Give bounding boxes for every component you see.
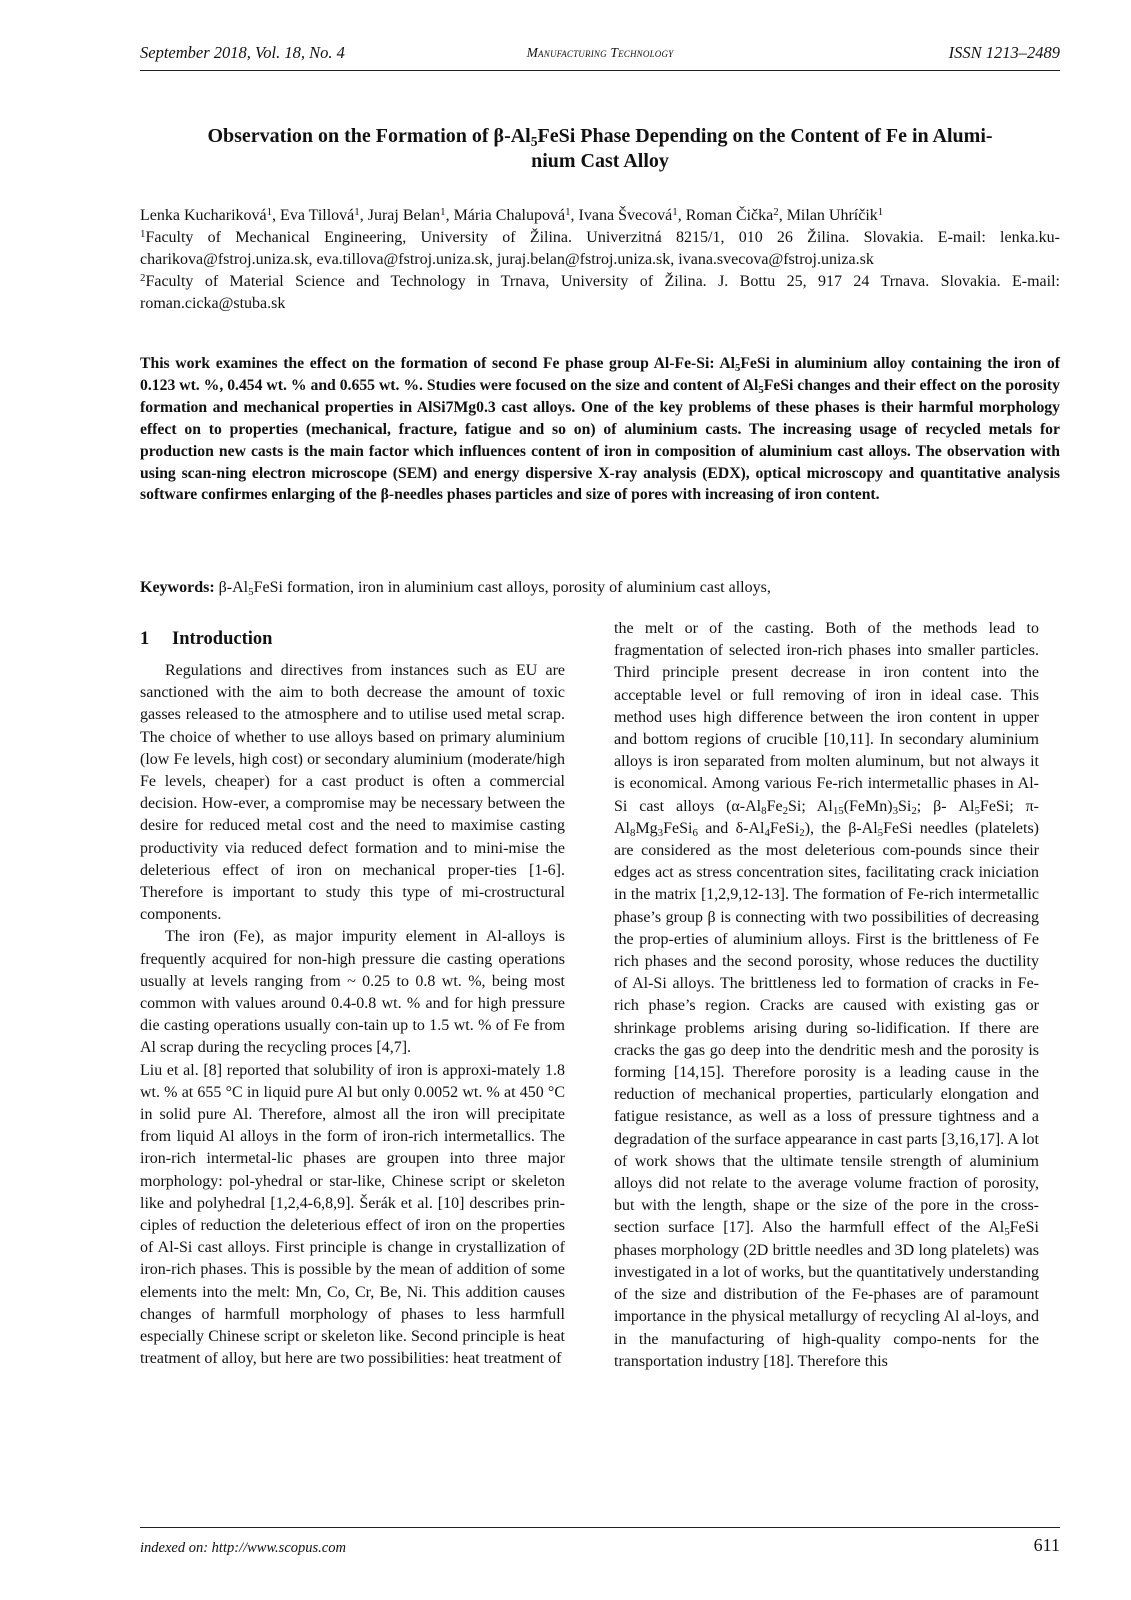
author: Juraj Belan — [367, 207, 441, 224]
affiliation-1: $^1$Faculty of Mechanical Engineering, University of Žilina. Univerzitná 8215/1, 010 26 Žilina. Slovakia. E-mail: lenka.ku-charikova@fstroj.uniza.sk, eva.tillova@fstroj.uniza.sk, juraj.belan@fstroj.uniza.sk, ivana.svecova@fstroj.uniza.sk — [140, 228, 1060, 268]
author: Lenka Kuchariková — [140, 207, 267, 224]
paragraph: Liu et al. [8] reported that solubility of iron is approxi-mately 1.8 wt. % at 655 °C in liquid pure Al but only 0.0052 wt. % at 450 °C in solid pure Al. Therefore, almost all the iron will precipitate from liquid Al alloys in the form of iron-rich intermetallics. The iron-rich intermetal-lic phases are groupen into three major morphology: pol-yhedral or star-like, Chinese script or skeleton like and polyhedral [1,2,4-6,8,9]. Šerák et al. [10] describes prin-ciples of reduction the deleterious effect of iron on the properties of Al-Si cast alloys. First principle is change in crystallization of iron-rich phases. This is possible by the mean of addition of some elements into the melt: Mn, Co, Cr, Be, Ni. This addition causes changes of harmfull morphology of phases to less harmfull especially Chinese script or skeleton like. Second principle is heat treatment of alloy, but here are two possibilities: heat treatment of — [140, 1061, 565, 1368]
author: Ivana Švecová — [578, 207, 673, 224]
running-header — [140, 40, 1060, 68]
author: Mária Chalupová — [453, 207, 566, 224]
footer-rule — [140, 1527, 1060, 1528]
author: Roman Čička — [685, 207, 774, 224]
paragraph: Regulations and directives from instances such as EU are sanctioned with the aim to both decrease the amount of toxic gasses released to the atmosphere and to utilise used metal scrap. The choice of whether to use alloys based on primary aluminium (low Fe levels, high cost) or secondary aluminium (moderate/high Fe levels, cheaper) for a cast product is often a commercial decision. How-ever, a compromise may be necessary between the desire for reduced metal cost and the need to maximise casting productivity via reduced defect formation and to mini-mise the deleterious effect of iron on mechanical proper-ties [1-6]. Therefore is important to study this type of mi-crostructural components. — [140, 662, 565, 924]
affiliation-2: $^2$Faculty of Material Science and Technology in Trnava, University of Žilina. J. Bottu 25, 917 24 Trnava. Slovakia. E-mail: roman.cicka@stuba.sk — [140, 272, 1060, 312]
keywords-label: Keywords: — [140, 579, 215, 596]
header-issue: September 2018, Vol. 18, No. 4 — [140, 43, 345, 62]
section-title: Introduction — [172, 629, 273, 649]
abstract: This work examines the effect on the formation of second Fe phase group Al-Fe-Si: $Al_5FeSi$ in aluminium alloy containing the iron of 0.123 wt. %, 0.454 wt. % and 0.655 wt. %. Studies were focused on the size and content of $Al_5FeSi$ changes and their effect on the porosity formation and mechanical properties in AlSi7Mg0.3 cast alloys. One of the key problems of these phases is their harmful morphology effect on to properties (mechanical, fracture, fatigue and so on) of aluminium casts. The increasing usage of recycled metals for production new casts is the main factor which influences content of iron in composition of aluminium cast alloys. The observation with using scan-ning electron microscope (SEM) and energy dispersive X-ray analysis (EDX), optical microscopy and quantitative analysis software confirmes enlarging of the β-needles phases particles and size of pores with increasing of iron content. — [140, 355, 1060, 504]
footer-index-note: indexed on: http://www.scopus.com — [140, 1540, 346, 1556]
paper-title: Observation on the Formation of $\beta-Al_5FeSi$ Phase Depending on the Content of Fe in Alumi- nium Cast Alloy — [207, 125, 993, 172]
header-rule — [140, 70, 1060, 71]
paragraph: The iron (Fe), as major impurity element in Al-alloys is frequently acquired for non-high pressure die casting operations usually at levels ranging from ~ 0.25 to 0.8 wt. %, being most common with values around 0.4-0.8 wt. % and for high pressure die casting operations usually con-tain up to 1.5 wt. % of Fe from Al scrap during the recycling proces [4,7]. — [140, 928, 565, 1057]
header-issn: ISSN 1213–2489 — [948, 43, 1060, 62]
paragraph: the melt or of the casting. Both of the methods lead to fragmentation of selected iron-rich phases into smaller particles. Third principle present decrease in iron content into the acceptable level or full removing of iron in ideal case. This method uses high difference between the iron content in upper and bottom regions of crucible [10,11]. In secondary aluminium alloys is iron separated from molten aluminum, but not always it is economical. Among various Fe-rich intermetallic phases in Al-Si cast alloys ($\alpha-Al_8Fe_2Si$; $Al_{15}(FeMn)_3Si_2$; β- $Al_5FeSi$; $\pi-Al_8Mg_3FeSi_6$ and $\delta-Al_4FeSi_2$), the $\beta-Al_5FeSi$ needles (platelets) are considered as the most deleterious com-pounds since their edges act as stress concentration sites, facilitating crack iniciation in the matrix [1,2,9,12-13]. The formation of Fe-rich intermetallic phase’s group β is connecting with two possibilities of decreasing the prop-erties of aluminium alloys. First is the brittleness of Fe rich phases and the second porosity, whose reduces the ductility of Al-Si alloys. The brittleness led to formation of cracks in Fe-rich phase’s region. Cracks are caused with existing gas or shrinkage problems arising during so-lidification. If there are cracks the gas go deep into the dendritic mesh and the porosity is forming [14,15]. Therefore porosity is a leading cause in the reduction of mechanical properties, particularly elongation and fatigue resistance, as well as a loss of pressure tightness and a degradation of the surface appearance in cast parts [3,16,17]. A lot of work shows that the ultimate tensile strength of aluminium alloys did not relate to the average volume fraction of porosity, but with the length, shape or the size of the pore in the cross-section surface [17]. Also the harmfull effect of the $Al_5FeSi$ phases morphology (2D brittle needles and 3D long platelets) was investigated in a lot of works, but the quantitatively understanding of the size and distribution of the Fe-phases are of paramount importance in the physical metallurgy of recycling Al al-loys, and in the manufacturing of high-quality compo-nents for the transportation industry [18]. Therefore this — [614, 620, 1040, 1370]
author: Milan Uhríčik — [786, 207, 878, 224]
author: Eva Tillová — [280, 207, 355, 224]
header-journal-name: Manufacturing Technology — [526, 45, 674, 60]
keywords: Keywords: $\beta-Al_5FeSi$ formation, iron in aluminium cast alloys, porosity of aluminium cast alloys, — [140, 579, 771, 599]
left-column — [140, 660, 565, 1371]
section-heading — [140, 629, 272, 650]
page-number: 611 — [1033, 1535, 1060, 1555]
author-list: Lenka Kuchariková$^1$, Eva Tillová$^1$, Juraj Belan$^1$, Mária Chalupová$^1$, Ivana Švecová$^1$, Roman Čička$^2$, Milan Uhríčik$^1$ — [140, 206, 884, 224]
author-block — [140, 205, 1060, 315]
right-column — [614, 618, 1039, 1373]
section-number: 1 — [140, 629, 150, 649]
